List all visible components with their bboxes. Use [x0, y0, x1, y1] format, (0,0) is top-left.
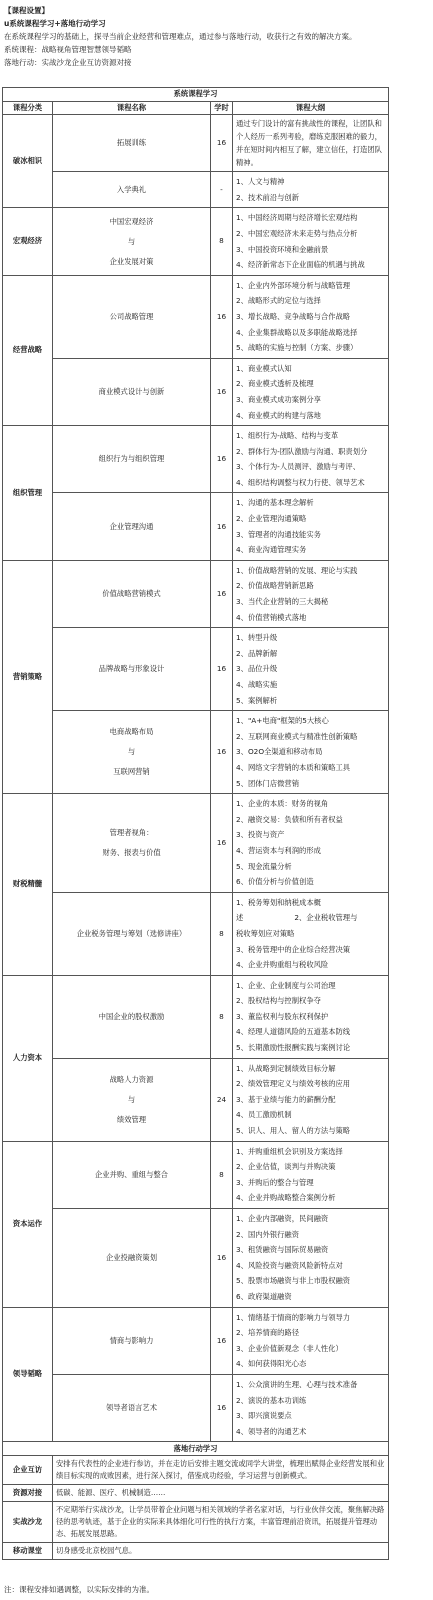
action-description: 切身感受北京校园气息。	[53, 1543, 389, 1560]
course-hours: 8	[211, 208, 233, 275]
outline-item: 4、企业并购战略整合案例分析	[236, 1193, 336, 1203]
outline-item: 1、企业的本质：财务的视角	[236, 799, 329, 809]
course-table	[2, 87, 389, 1560]
outline-item: 1、"A+电商"框架的5大核心	[236, 716, 329, 726]
action-row	[3, 1485, 389, 1502]
course-row	[3, 794, 389, 893]
outline-item: 4、营运资本与利润的形成	[236, 845, 321, 855]
outline-item: 2、品牌新解	[236, 648, 278, 658]
outline-item: 3、管理者的沟通技能实务	[236, 529, 321, 539]
outline-item: 1、公众演讲的生理、心理与技术准备	[236, 1379, 358, 1389]
course-row	[3, 1307, 389, 1374]
course-row	[3, 1374, 389, 1441]
section-title-row	[3, 88, 389, 102]
course-row	[3, 892, 389, 975]
outline-item: 3、品位升级	[236, 664, 278, 674]
intro-line1: 在系统课程学习的基础上，探寻当前企业经营和管理难点，通过参与落地行动，收获行之有效的解决方案。	[4, 32, 357, 41]
outline-item: 5、现金流量分析	[236, 861, 292, 871]
outline-item: 述 2、企业税收管理与	[236, 913, 358, 923]
course-outline	[233, 358, 389, 425]
section-title: 系统课程学习	[3, 88, 389, 102]
course-row	[3, 628, 389, 711]
category-cell: 宏观经济	[3, 208, 53, 275]
outline-item: 4、经理人道德风险的五道基本防线	[236, 1027, 351, 1037]
intro-heading: 【课程设置】	[4, 6, 49, 15]
outline-item: 5、案例解析	[236, 695, 278, 705]
course-name: 价值战略营销模式	[53, 560, 211, 627]
outline-item: 1、并购重组机会识别及方案选择	[236, 1146, 343, 1156]
outline-item: 4、如何获得阳光心态	[236, 1359, 307, 1369]
action-title: 落地行动学习	[3, 1442, 389, 1456]
course-name: 入学典礼	[53, 172, 211, 208]
course-row	[3, 560, 389, 627]
course-hours: 16	[211, 560, 233, 627]
action-category: 企业互访	[3, 1456, 53, 1485]
outline-item: 4、企业集群战略以及多职能战略选择	[236, 327, 358, 337]
course-table-wrapper	[2, 87, 388, 1560]
outline-item: 2、战略形式的定位与选择	[236, 296, 321, 306]
outline-item: 1、组织行为-战略、结构与变革	[236, 431, 339, 441]
outline-item: 1、从战略到定制绩效目标分解	[236, 1063, 336, 1073]
course-name: 中国企业的股权激励	[53, 975, 211, 1058]
outline-item: 4、商业沟通管理实务	[236, 545, 307, 555]
outline-item: 1、价值战略营销的发展、理论与实践	[236, 565, 358, 575]
outline-item: 2、企业估值，谈判与并购决策	[236, 1162, 336, 1172]
outline-item: 2、股权结构与控制权争夺	[236, 996, 321, 1006]
action-row	[3, 1502, 389, 1543]
outline-item: 3、增长战略、竞争战略与合作战略	[236, 311, 351, 321]
outline-item: 1、企业内外部环境分析与战略管理	[236, 280, 351, 290]
course-name: 组织行为与组织管理	[53, 426, 211, 493]
outline-item: 1、情绪基于情商的影响力与领导力	[236, 1312, 351, 1322]
outline-item: 3、O2O全渠道和移动布局	[236, 747, 323, 757]
course-name: 情商与影响力	[53, 1307, 211, 1374]
action-title-row	[3, 1442, 389, 1456]
outline-item: 1、商业模式认知	[236, 363, 292, 373]
outline-item: 1、转型升级	[236, 633, 278, 643]
outline-item: 3、基于业绩与能力的薪酬分配	[236, 1094, 336, 1104]
category-cell: 财税精髓	[3, 794, 53, 976]
course-name: 中国宏观经济 与 企业发展对策	[53, 208, 211, 275]
outline-item: 4、企业并购重组与税收风险	[236, 960, 329, 970]
course-hours: 8	[211, 892, 233, 975]
course-row	[3, 1141, 389, 1208]
course-name: 商业模式设计与创新	[53, 358, 211, 425]
outline-item: 1、人文与精神	[236, 177, 285, 187]
course-outline	[233, 426, 389, 493]
course-name: 管理者视角： 财务、报表与价值	[53, 794, 211, 893]
intro-structure: u系统课程学习+落地行动学习	[4, 19, 106, 28]
outline-item: 2、融资交易：负债和所有者权益	[236, 814, 343, 824]
outline-item: 3、即兴演说要点	[236, 1411, 292, 1421]
outline-item: 3、个体行为-人员测评、激励与考评、	[236, 462, 361, 472]
outline-item: 6、价值分析与价值创造	[236, 877, 314, 887]
outline-item: 3、当代企业营销的三大揭秘	[236, 597, 329, 607]
outline-item: 4、员工激励机制	[236, 1110, 292, 1120]
course-row	[3, 172, 389, 208]
course-name: 企业税务管理与筹划（选修讲座）	[53, 892, 211, 975]
outline-item: 2、绩效管理定义与绩效考核的应用	[236, 1079, 351, 1089]
course-outline	[233, 1209, 389, 1308]
outline-item: 1、企业内部融资，民间融资	[236, 1214, 329, 1224]
category-cell: 破冰相识	[3, 115, 53, 208]
course-row	[3, 358, 389, 425]
outline-item: 税收筹划应对策略	[236, 928, 295, 938]
outline-item: 3、投资与资产	[236, 830, 285, 840]
outline-item: 通过专门设计的富有挑战性的课程，让团队和个人经历一系列考验，磨练克服困难的毅力，并在短时间内相互了解，建立信任，打造团队精神。	[236, 119, 382, 168]
course-hours: 16	[211, 115, 233, 172]
outline-item: 1、企业、企业制度与公司治理	[236, 980, 336, 990]
action-category: 资源对接	[3, 1485, 53, 1502]
action-description: 不定期举行实战沙龙，让学员带着企业问题与相关领域的学者名家对话，与行业伙伴交流，聚焦解决路径的思考轨迹，基于企业的实际来具体细化可行性的执行方案，丰富管理前沿资讯，拓展提升管理动态、拓展发展思路。	[53, 1502, 389, 1543]
course-hours: 16	[211, 275, 233, 358]
course-hours: 16	[211, 1307, 233, 1374]
course-name: 品牌战略与形象设计	[53, 628, 211, 711]
outline-item: 4、经济新常态下企业面临的机遇与挑战	[236, 260, 365, 270]
category-cell: 经营战略	[3, 275, 53, 425]
category-cell: 资本运作	[3, 1141, 53, 1307]
course-hours: 16	[211, 1209, 233, 1308]
course-name: 战略人力资源 与 绩效管理	[53, 1058, 211, 1141]
course-outline	[233, 1307, 389, 1374]
course-row	[3, 493, 389, 560]
course-outline	[233, 115, 389, 172]
outline-item: 4、商业模式的构建与落地	[236, 410, 321, 420]
outline-item: 2、商业模式透析及梳理	[236, 379, 314, 389]
outline-item: 4、领导者的沟通艺术	[236, 1426, 307, 1436]
outline-item: 4、价值营销模式落地	[236, 612, 307, 622]
course-outline	[233, 975, 389, 1058]
course-outline	[233, 493, 389, 560]
course-row	[3, 711, 389, 794]
outline-item: 2、国内外银行融资	[236, 1229, 300, 1239]
course-row	[3, 275, 389, 358]
outline-item: 4、战略实施	[236, 680, 278, 690]
course-row	[3, 1058, 389, 1141]
course-hours: 8	[211, 1141, 233, 1208]
course-hours: 16	[211, 426, 233, 493]
intro-line3: 落地行动：实战沙龙企业互访资源对接	[4, 58, 132, 67]
intro	[0, 0, 433, 69]
action-row	[3, 1456, 389, 1485]
outline-item: 3、商业模式成功案例分享	[236, 394, 321, 404]
outline-item: 3、董监权利与股东权利保护	[236, 1011, 329, 1021]
column-header: 学时	[211, 102, 233, 115]
outline-item: 1、税务筹划和纳税成本概	[236, 897, 321, 907]
outline-item: 2、价值战略营销新思路	[236, 581, 314, 591]
course-name: 企业并购、重组与整合	[53, 1141, 211, 1208]
category-cell: 组织管理	[3, 426, 53, 561]
course-outline	[233, 560, 389, 627]
outline-item: 2、技术前沿与创新	[236, 192, 300, 202]
action-category: 移动课堂	[3, 1543, 53, 1560]
outline-item: 5、长期激励性报酬实践与案例讨论	[236, 1043, 351, 1053]
action-description: 低碳、能源、医疗、机械制造……	[53, 1485, 389, 1502]
course-hours: -	[211, 172, 233, 208]
course-hours: 16	[211, 358, 233, 425]
course-outline	[233, 172, 389, 208]
course-row	[3, 208, 389, 275]
outline-item: 2、群体行为-团队激励与沟通、职责划分	[236, 446, 368, 456]
course-hours: 16	[211, 1374, 233, 1441]
course-outline	[233, 275, 389, 358]
outline-item: 2、演说的基本功训练	[236, 1395, 307, 1405]
course-outline	[233, 1374, 389, 1441]
column-header: 课程大纲	[233, 102, 389, 115]
course-row	[3, 1209, 389, 1308]
course-outline	[233, 1058, 389, 1141]
course-outline	[233, 711, 389, 794]
course-hours: 16	[211, 711, 233, 794]
outline-item: 2、互联网商业模式与精准性创新策略	[236, 731, 358, 741]
outline-item: 3、并购后的整合与管理	[236, 1177, 314, 1187]
outline-item: 5、战略的实施与控制（方案、步骤）	[236, 343, 358, 353]
category-cell: 领导韬略	[3, 1307, 53, 1442]
course-name: 公司战略管理	[53, 275, 211, 358]
outline-item: 4、风险投资与融资风险新特点对	[236, 1260, 343, 1270]
course-row	[3, 426, 389, 493]
outline-item: 1、沟通的基本理念解析	[236, 498, 314, 508]
course-hours: 16	[211, 794, 233, 893]
outline-item: 3、企业价值新观念（非人性化）	[236, 1343, 343, 1353]
footnote: 注：课程安排如遇调整，以实际安排的为准。	[4, 1585, 154, 1594]
intro-line2: 系统课程：战略视角管理智慧领导韬略	[4, 45, 132, 54]
outline-item: 1、中国经济周期与经济增长宏观结构	[236, 213, 358, 223]
outline-item: 5、股票市场融资与非上市股权融资	[236, 1276, 351, 1286]
outline-item: 3、租赁融资与国际贸易融资	[236, 1245, 329, 1255]
outline-item: 5、团体门店微营销	[236, 778, 300, 788]
course-name: 领导者语言艺术	[53, 1374, 211, 1441]
outline-item: 2、中国宏观经济未来走势与热点分析	[236, 228, 358, 238]
outline-item: 3、中国投资环境和金融前景	[236, 244, 329, 254]
course-name: 企业管理沟通	[53, 493, 211, 560]
outline-item: 3、税务管理中的企业综合经营决策	[236, 944, 351, 954]
course-outline	[233, 892, 389, 975]
course-hours: 24	[211, 1058, 233, 1141]
course-outline	[233, 1141, 389, 1208]
action-category: 实战沙龙	[3, 1502, 53, 1543]
category-cell: 人力资本	[3, 975, 53, 1141]
column-header: 课程分类	[3, 102, 53, 115]
action-description: 安排有代表性的企业进行参访，并在走访后安排主题交流或同学大讲堂，梳理出赋得企业经营发展和业绩目标实现的成败因素，进行深入探讨，借鉴成功经验，学习运营与创新模式。	[53, 1456, 389, 1485]
course-outline	[233, 628, 389, 711]
outline-item: 6、政府渠道融资	[236, 1291, 292, 1301]
course-name: 企业投融资策划	[53, 1209, 211, 1308]
outline-item: 5、识人、用人、留人的方法与策略	[236, 1126, 351, 1136]
action-row	[3, 1543, 389, 1560]
header-row	[3, 102, 389, 115]
outline-item: 2、培养情商的路径	[236, 1328, 300, 1338]
course-hours: 16	[211, 628, 233, 711]
course-row	[3, 975, 389, 1058]
course-outline	[233, 794, 389, 893]
outline-item: 2、企业管理沟通策略	[236, 514, 307, 524]
course-outline	[233, 208, 389, 275]
course-row	[3, 115, 389, 172]
column-header: 课程名称	[53, 102, 211, 115]
outline-item: 4、组织结构调整与权力行使、领导艺术	[236, 477, 365, 487]
category-cell: 营销策略	[3, 560, 53, 793]
outline-item: 4、网络文字营销的本质和策略工具	[236, 762, 351, 772]
course-hours: 16	[211, 493, 233, 560]
course-name: 拓展训练	[53, 115, 211, 172]
course-hours: 8	[211, 975, 233, 1058]
course-name: 电商战略布局 与 互联网营销	[53, 711, 211, 794]
